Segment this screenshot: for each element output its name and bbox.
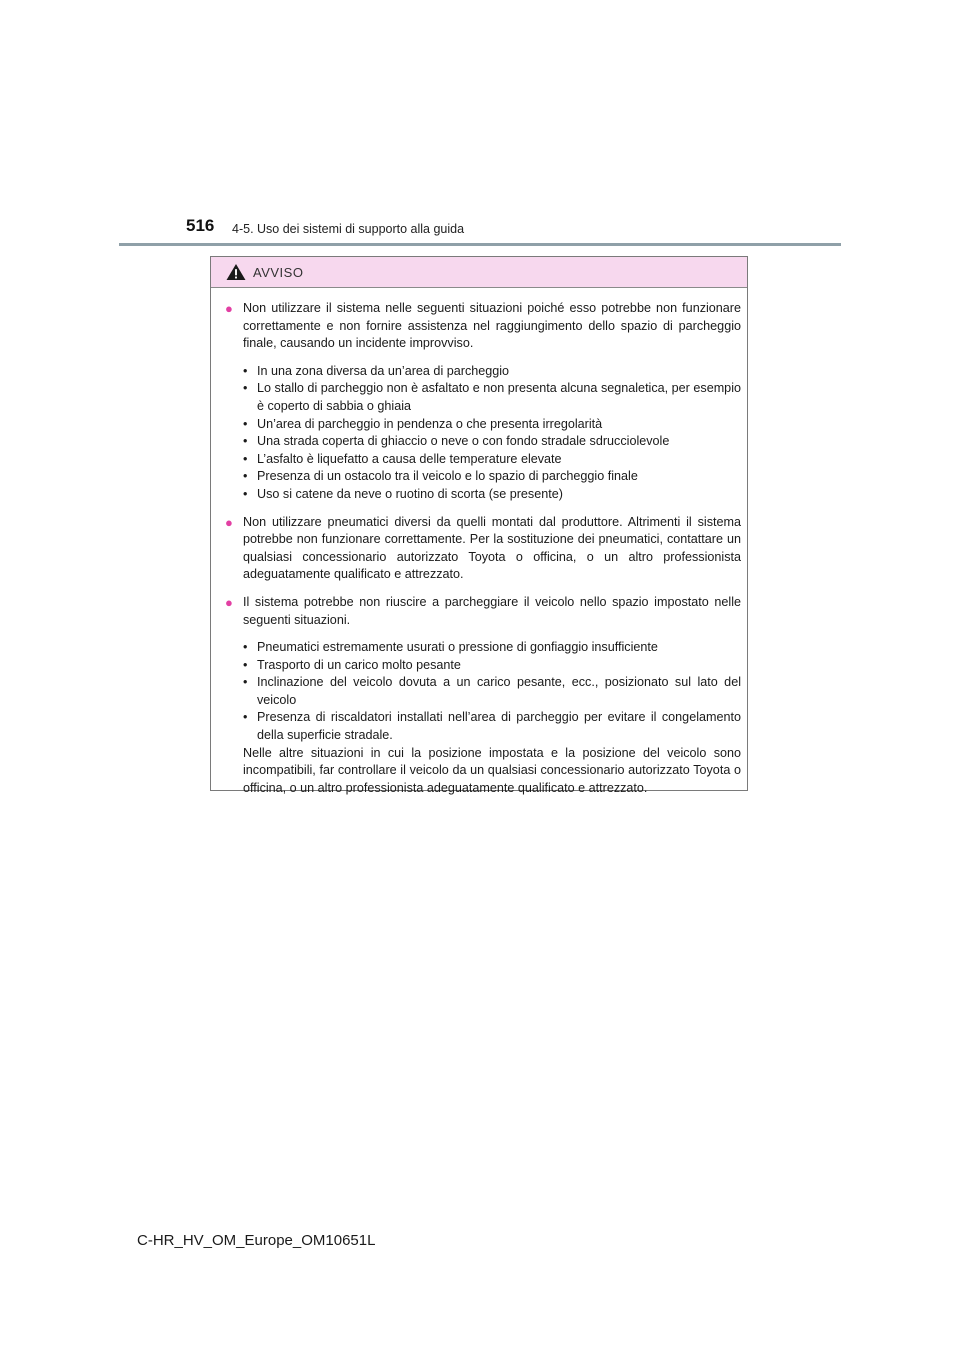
list-item: • Un’area di parcheggio in pendenza o che presenta irregolarità — [243, 416, 603, 431]
header-rule — [119, 243, 841, 246]
warning-triangle-icon — [225, 263, 247, 281]
warning-point — [225, 300, 741, 504]
section-title: 4-5. Uso dei sistemi di supporto alla guida — [232, 222, 465, 236]
point-content — [243, 514, 741, 584]
list-item: • Uso si catene da neve o ruotino di scorta (se presente) — [243, 486, 563, 501]
list-item: • Pneumatici estremamente usurati o pressione di gonfiaggio insufficiente — [243, 640, 658, 655]
situation-list — [243, 639, 741, 745]
list-item: • Una strada coperta di ghiaccio o neve o con fondo stradale sdrucciolevole — [243, 434, 670, 449]
point-text: Non utilizzare il sistema nelle seguenti situazioni poiché esso potrebbe non funzionare correttamente e non fornire assistenza nel raggiungimento dello spazio di parcheggio finale, causando un incidente improvviso. — [243, 301, 741, 351]
page-number: 516 — [186, 216, 215, 235]
list-item: • Presenza di un ostacolo tra il veicolo e lo spazio di parcheggio finale — [243, 469, 638, 484]
list-item: • In una zona diversa da un’area di parcheggio — [243, 363, 510, 378]
point-bullet: ● — [225, 514, 233, 530]
warning-box — [210, 256, 748, 795]
point-content — [243, 300, 741, 504]
warning-header — [211, 257, 747, 288]
warning-title: AVVISO — [253, 264, 304, 280]
warning-body — [211, 288, 747, 797]
point-text: Non utilizzare pneumatici diversi da quelli montati dal produttore. Altrimenti il sistema potrebbe non funzionare correttamente. Per la sostituzione dei pneumatici, contattare un qualsiasi concessionario autorizzato Toyota o officina, o un altro professionista adeguatamente qualificato e attrezzato. — [243, 514, 741, 582]
point-bullet: ● — [225, 594, 233, 610]
closing-note: Nelle altre situazioni in cui la posizione impostata e la posizione del veicolo sono incompatibili, far controllare il veicolo da un qualsiasi concessionario autorizzato Toyota o officina, o un altro professionista adeguatamente qualificato e attrezzato. — [243, 745, 741, 795]
list-item: • Inclinazione del veicolo dovuta a un carico pesante, ecc., posizionato sul lato del veicolo — [243, 675, 741, 707]
document-code: C-HR_HV_OM_Europe_OM10651L — [137, 1232, 376, 1249]
warning-point — [225, 514, 741, 584]
point-content — [243, 594, 741, 798]
point-bullet: ● — [225, 301, 233, 316]
situation-list — [243, 363, 741, 504]
warning-point — [225, 594, 741, 798]
list-item: • Trasporto di un carico molto pesante — [243, 657, 461, 672]
list-item: • Presenza di riscaldatori installati nell’area di parcheggio per evitare il congelamento della superficie stradale. — [243, 710, 741, 743]
list-item: • L’asfalto è liquefatto a causa delle temperature elevate — [243, 451, 562, 466]
point-text: Il sistema potrebbe non riuscire a parcheggiare il veicolo nello spazio impostato nelle seguenti situazioni. — [243, 594, 741, 627]
list-item: • Lo stallo di parcheggio non è asfaltato e non presenta alcuna segnaletica, per esempio è coperto di sabbia o ghiaia — [243, 381, 741, 413]
